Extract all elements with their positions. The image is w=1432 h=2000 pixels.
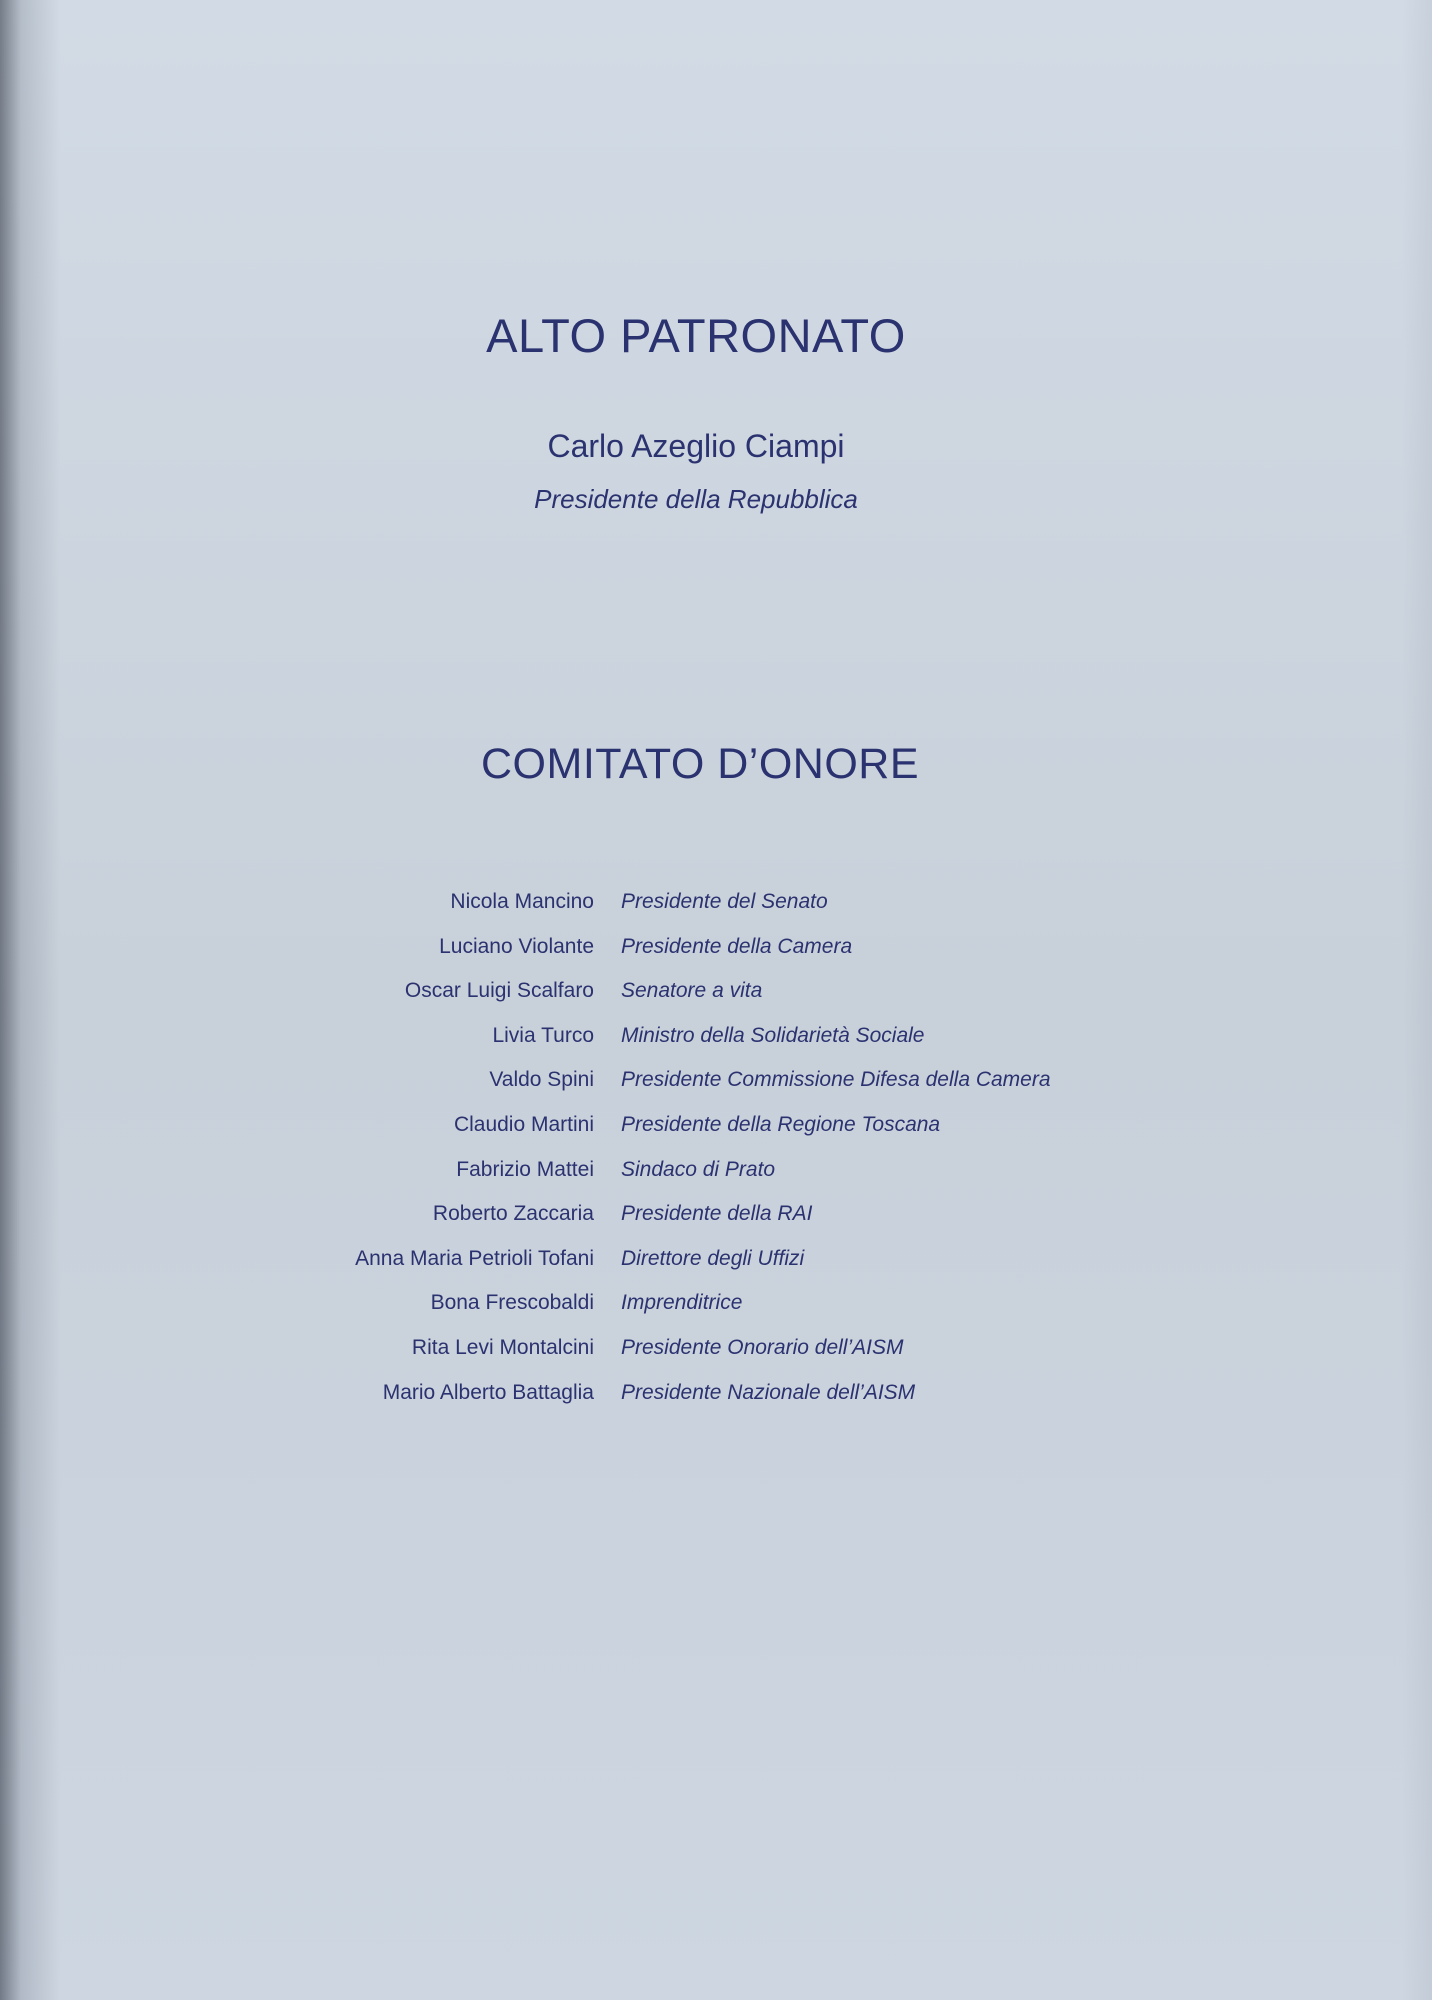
member-row: [0, 1202, 1432, 1247]
member-role: Direttore degli Uffizi: [621, 1246, 805, 1270]
member-role: Presidente della RAI: [621, 1202, 813, 1226]
member-role: Presidente Nazionale dell’AISM: [621, 1380, 916, 1404]
member-name: Oscar Luigi Scalfaro: [404, 979, 594, 1003]
member-name: Claudio Martini: [453, 1112, 594, 1136]
member-row: [0, 890, 1432, 935]
member-name: Livia Turco: [492, 1023, 594, 1047]
member-role: Ministro della Solidarietà Sociale: [621, 1023, 925, 1047]
member-role: Sindaco di Prato: [621, 1157, 776, 1181]
member-row: [0, 1381, 1432, 1426]
member-row: [0, 1247, 1432, 1292]
member-name: Mario Alberto Battaglia: [382, 1380, 594, 1404]
member-row: [0, 1291, 1432, 1336]
member-row: [0, 1024, 1432, 1069]
member-name: Luciano Violante: [439, 934, 594, 958]
member-row: [0, 1158, 1432, 1203]
member-row: [0, 979, 1432, 1024]
committee-heading: COMITATO D’ONORE: [481, 740, 919, 788]
patronage-heading: ALTO PATRONATO: [486, 309, 906, 362]
member-row: [0, 935, 1432, 980]
member-role: Presidente del Senato: [621, 890, 828, 913]
member-name: Fabrizio Mattei: [456, 1157, 594, 1181]
member-role: Presidente della Regione Toscana: [621, 1112, 941, 1136]
member-role: Imprenditrice: [621, 1291, 743, 1315]
member-name: Valdo Spini: [489, 1068, 594, 1092]
committee-member-list: [0, 890, 1432, 1425]
member-name: Nicola Mancino: [450, 890, 594, 913]
patron-name: Carlo Azeglio Ciampi: [547, 428, 845, 464]
member-name: Bona Frescobaldi: [430, 1291, 594, 1315]
member-row: [0, 1336, 1432, 1381]
patron-role: Presidente della Repubblica: [534, 484, 858, 514]
member-name: Roberto Zaccaria: [432, 1202, 594, 1226]
member-name: Anna Maria Petrioli Tofani: [355, 1246, 594, 1270]
member-row: [0, 1113, 1432, 1158]
member-name: Rita Levi Montalcini: [411, 1335, 594, 1359]
member-role: Presidente Commissione Difesa della Camera: [621, 1068, 1051, 1092]
member-role: Presidente Onorario dell’AISM: [621, 1335, 904, 1359]
member-row: [0, 1068, 1432, 1113]
member-role: Senatore a vita: [621, 979, 763, 1003]
member-role: Presidente della Camera: [621, 934, 853, 958]
